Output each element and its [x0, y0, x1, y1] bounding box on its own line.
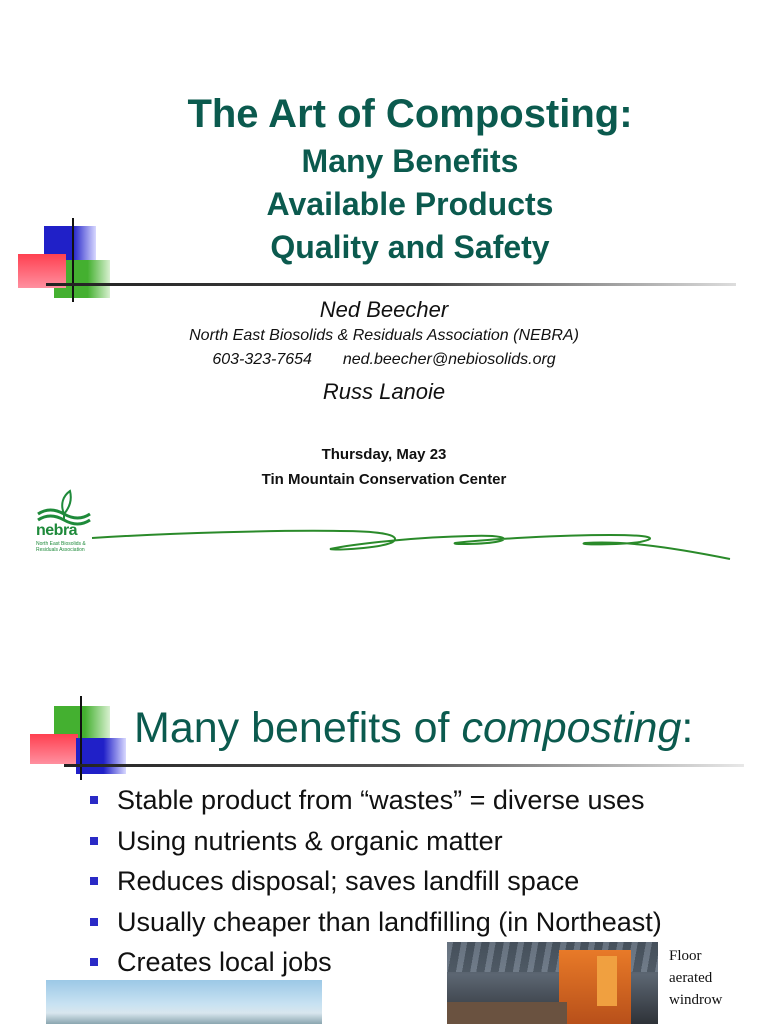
windrow-facility-photo — [447, 942, 658, 1024]
slide-subtitle-1: Many Benefits — [301, 143, 519, 179]
deco-red-square — [30, 734, 78, 764]
email: ned.beecher@nebiosolids.org — [342, 351, 556, 368]
photo-caption — [669, 945, 722, 1011]
caption-line: Floor — [669, 948, 702, 964]
slide2-divider — [64, 764, 744, 767]
logo-tagline: North East Biosolids & Residuals Association — [36, 541, 86, 553]
title-divider — [46, 283, 736, 286]
list-item: Reduces disposal; saves landfill space — [88, 861, 662, 902]
presenter-name-1: Ned Beecher — [319, 297, 449, 322]
bullet-square-icon — [90, 837, 98, 845]
slide-title: The Art of Composting: — [187, 92, 633, 136]
list-item: Stable product from “wastes” = diverse uses — [88, 780, 662, 821]
deco-vertical-line — [80, 696, 82, 780]
phone: 603-323-7654 — [212, 351, 312, 368]
contact-line — [0, 351, 768, 369]
logo-wordmark: nebra — [36, 522, 78, 539]
slide2-title — [134, 704, 693, 753]
list-item: Using nutrients & organic matter — [88, 821, 662, 862]
signature-swoosh — [0, 505, 768, 585]
list-item: Usually cheaper than landfilling (in Northeast) — [88, 902, 662, 943]
slide2-title-plain: Many benefits of — [134, 704, 462, 752]
deco-blue-square — [76, 738, 126, 774]
slide-subtitle-2: Available Products — [266, 186, 554, 222]
slide2-title-end: : — [681, 704, 694, 752]
presenter-name-2: Russ Lanoie — [322, 379, 446, 404]
event-venue: Tin Mountain Conservation Center — [261, 471, 507, 488]
bullet-square-icon — [90, 796, 98, 804]
landscape-photo — [46, 980, 322, 1024]
decorative-squares-bottom — [30, 696, 130, 782]
caption-line: windrow — [669, 992, 723, 1008]
event-date: Thursday, May 23 — [321, 446, 447, 463]
list-item: Creates local jobs — [88, 942, 662, 983]
slide-subtitle-3: Quality and Safety — [270, 229, 550, 265]
affiliation: North East Biosolids & Residuals Association (NEBRA) — [189, 327, 579, 344]
bullet-square-icon — [90, 877, 98, 885]
bullet-square-icon — [90, 958, 98, 966]
slide2-title-emphasis: composting — [461, 704, 682, 752]
caption-line: aerated — [669, 970, 713, 986]
bullet-square-icon — [90, 918, 98, 926]
